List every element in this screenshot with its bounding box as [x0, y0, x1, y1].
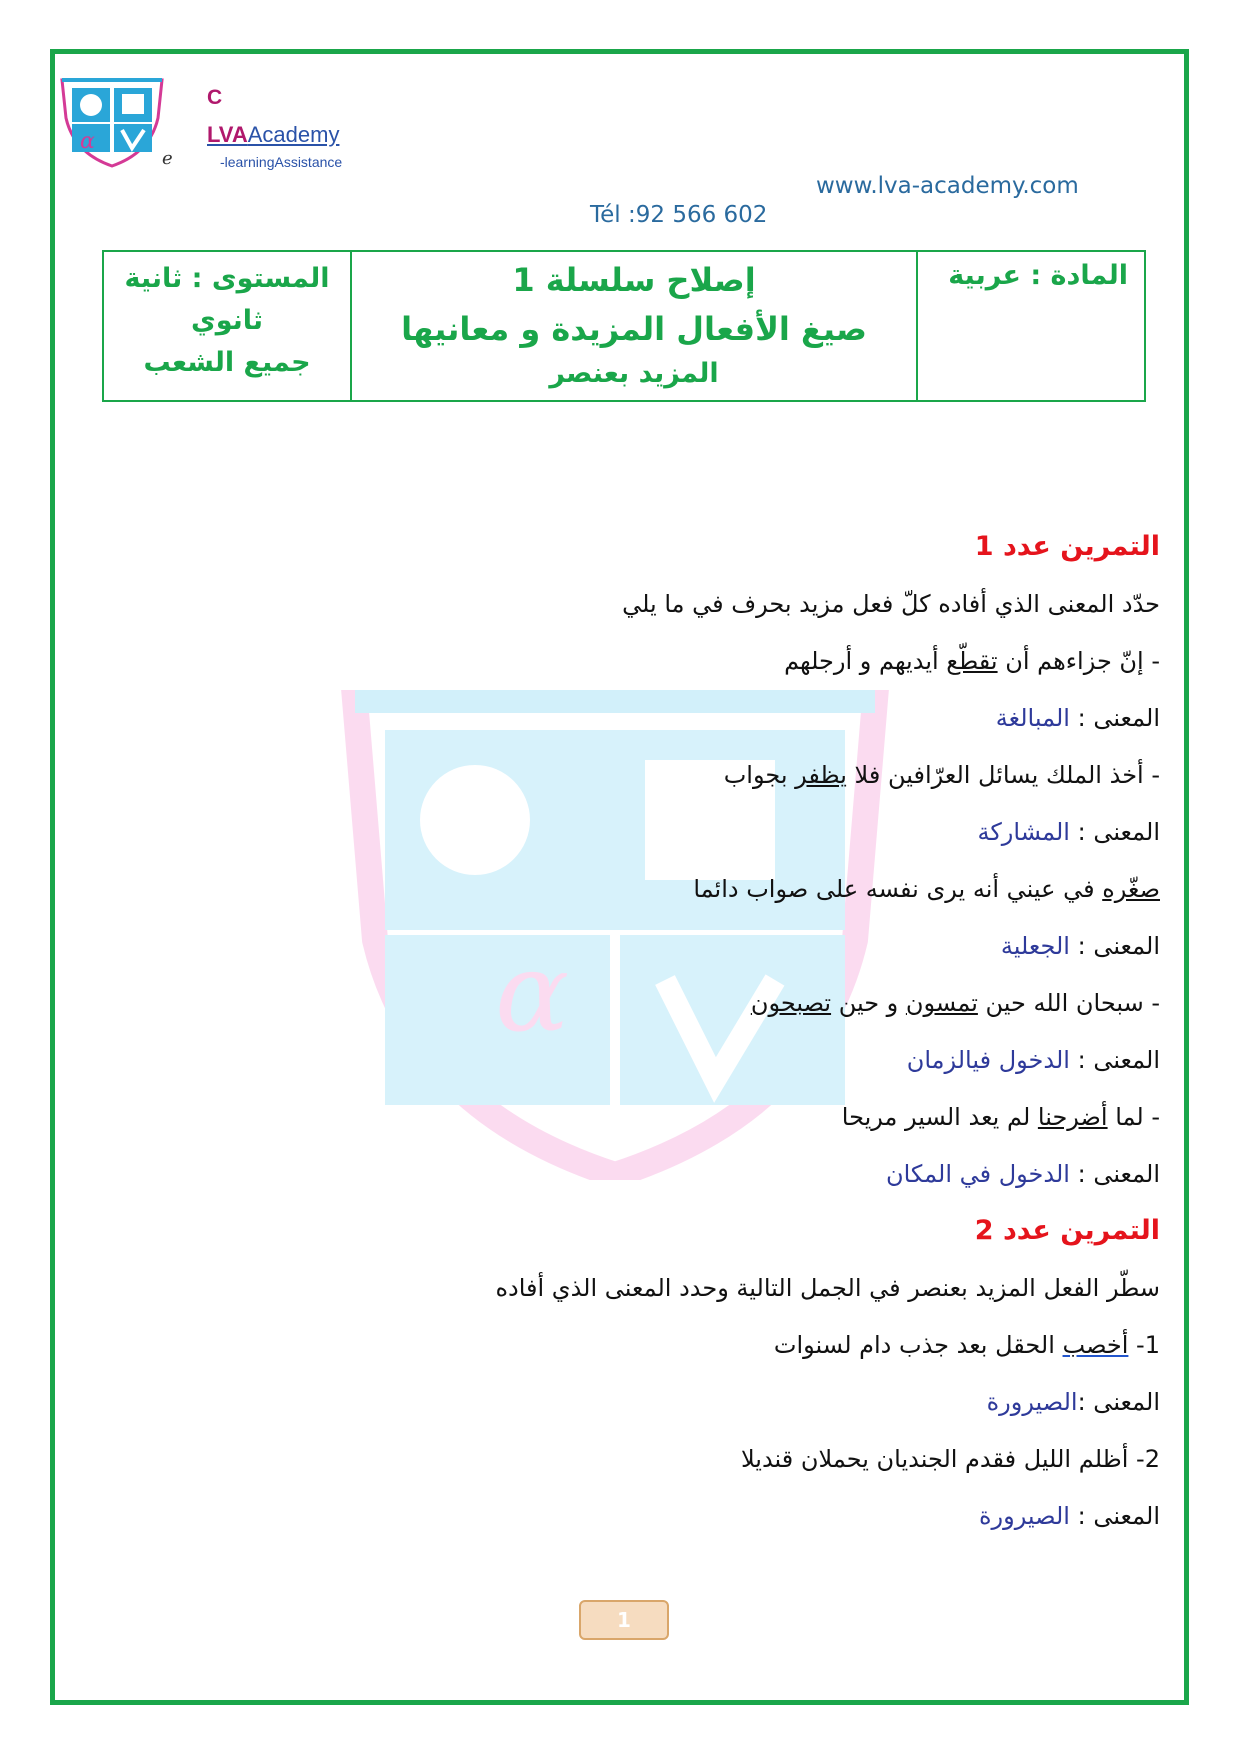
- meaning-answer: المبالغة: [995, 704, 1070, 732]
- meaning-label: المعنى :: [1077, 1388, 1160, 1416]
- brand-initial: C: [207, 86, 223, 109]
- meaning-label: المعنى :: [1069, 818, 1160, 846]
- subject-cell: [918, 252, 1144, 400]
- meaning-answer: الجعلية: [1000, 932, 1070, 960]
- exercise-1-meaning-3: [160, 925, 1160, 982]
- lesson-subtitle: المزيد بعنصر: [549, 358, 719, 389]
- sentence-text: لم يعد السير مريحا: [841, 1103, 1038, 1131]
- exercise-1-meaning-2: [160, 811, 1160, 868]
- series-title: إصلاح سلسلة 1: [512, 261, 756, 299]
- sentence-text: أيديهم و أرجلهم: [784, 647, 947, 675]
- exercise-2-meaning-1: [160, 1381, 1160, 1438]
- meaning-answer: الصيرورة: [978, 1502, 1070, 1530]
- title-cell: [352, 252, 918, 400]
- underlined-verb: يظفر: [795, 761, 847, 789]
- sentence-text: - أخذ الملك يسائل العرّافين فلا: [846, 761, 1160, 789]
- svg-text:α: α: [80, 129, 95, 154]
- svg-text:α: α: [495, 928, 570, 1056]
- exercise-2-sentence-2: [160, 1438, 1160, 1495]
- website-link[interactable]: www.lva-academy.com: [816, 173, 1079, 199]
- sentence-text: 1-: [1128, 1331, 1160, 1359]
- level-line-3: جميع الشعب: [143, 347, 311, 378]
- info-table: [102, 250, 1146, 402]
- meaning-label: المعنى :: [1069, 1502, 1160, 1530]
- exercise-2-meaning-2: [160, 1495, 1160, 1552]
- underlined-verb: تصبحون: [750, 989, 832, 1017]
- meaning-answer: الصيرورة: [986, 1388, 1078, 1416]
- subject-label: المادة : عربية: [948, 260, 1128, 291]
- meaning-label: المعنى :: [1069, 704, 1160, 732]
- sentence-text: في عيني أنه يرى نفسه على صواب دائما: [693, 875, 1103, 903]
- brand-name: [207, 122, 339, 148]
- sentence-text: - سبحان الله حين: [977, 989, 1160, 1017]
- sentence-text: بجواب: [723, 761, 796, 789]
- meaning-label: المعنى :: [1069, 1160, 1160, 1188]
- logo-e-mark: e: [162, 148, 173, 169]
- exercise-1-meaning-4: [160, 1039, 1160, 1096]
- exercise-1-sentence-4: [160, 982, 1160, 1039]
- sentence-text: الحقل بعد جذب دام لسنوات: [773, 1331, 1063, 1359]
- brand-academy: Academy: [247, 122, 340, 147]
- meaning-answer: الدخول فيالزمان: [906, 1046, 1070, 1074]
- underlined-verb: تقطّع: [946, 647, 998, 675]
- lva-logo: [58, 78, 166, 168]
- meaning-label: المعنى :: [1069, 932, 1160, 960]
- underlined-verb: أخصب: [1062, 1331, 1129, 1359]
- exercise-1-sentence-1: [160, 640, 1160, 697]
- meaning-answer: الدخول في المكان: [885, 1160, 1070, 1188]
- underlined-verb: تمسون: [905, 989, 978, 1017]
- exercise-1-meaning-1: [160, 697, 1160, 754]
- sentence-text: - لما: [1107, 1103, 1160, 1131]
- level-line-1: المستوى : ثانية: [124, 263, 330, 294]
- exercise-2-instruction: سطّر الفعل المزيد بعنصر في الجمل التالية وحدد المعنى الذي أفاده: [495, 1274, 1160, 1302]
- exercise-1-sentence-3: [160, 868, 1160, 925]
- exercise-1-title: التمرين عدد 1: [974, 531, 1160, 562]
- sentence-text: 2- أظلم الليل فقدم الجنديان يحملان قنديلا: [740, 1445, 1160, 1473]
- exercise-1-instruction: حدّد المعنى الذي أفاده كلّ فعل مزيد بحرف في ما يلي: [622, 590, 1160, 618]
- underlined-verb: أضرحنا: [1037, 1103, 1108, 1131]
- meaning-label: المعنى :: [1069, 1046, 1160, 1074]
- brand-tagline: -learningAssistance: [220, 154, 343, 170]
- sentence-text: و حين: [831, 989, 906, 1017]
- underlined-verb: صغّره: [1102, 875, 1160, 903]
- exercise-1-sentence-5: [160, 1096, 1160, 1153]
- lesson-title: صيغ الأفعال المزيدة و معانيها: [401, 310, 867, 348]
- sentence-text: - إنّ جزاءهم أن: [997, 647, 1160, 675]
- exercise-1-sentence-2: [160, 754, 1160, 811]
- exercise-2-sentence-1: [160, 1324, 1160, 1381]
- meaning-answer: المشاركة: [977, 818, 1070, 846]
- level-line-2: ثانوي: [190, 305, 264, 336]
- page-number-badge: 1: [579, 1600, 669, 1640]
- brand-lva: LVA: [207, 122, 248, 147]
- phone-number: Tél :92 566 602: [590, 202, 768, 228]
- exercises-content: [160, 526, 1160, 1552]
- exercise-2-title: التمرين عدد 2: [974, 1215, 1160, 1246]
- level-cell: [104, 252, 352, 400]
- exercise-1-meaning-5: [160, 1153, 1160, 1210]
